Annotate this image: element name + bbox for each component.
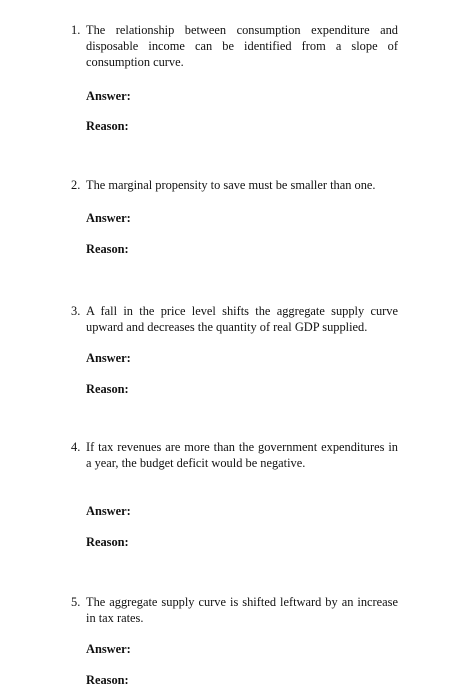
reason-label: Reason: [86, 119, 129, 133]
question-text [71, 22, 398, 70]
question-statement: A fall in the price level shifts the aggregate supply curve upward and decreases the quantity of real GDP supplied. [86, 304, 398, 334]
question-statement: The relationship between consumption expenditure and disposable income can be identified from a slope of consumption curve. [86, 23, 398, 69]
reason-label: Reason: [86, 242, 129, 256]
question-number: 2. [71, 178, 81, 192]
reason-label: Reason: [86, 673, 129, 687]
question-text [71, 594, 398, 626]
question-text [71, 439, 398, 471]
reason-label: Reason: [86, 382, 129, 396]
question-statement: If tax revenues are more than the government expenditures in a year, the budget deficit would be negative. [86, 440, 398, 470]
answer-label: Answer: [86, 642, 131, 656]
question-number: 5. [71, 595, 81, 609]
answer-label: Answer: [86, 504, 131, 518]
question-statement: The marginal propensity to save must be smaller than one. [86, 178, 376, 192]
reason-label: Reason: [86, 535, 129, 549]
question-number: 3. [71, 304, 81, 318]
question-statement: The aggregate supply curve is shifted leftward by an increase in tax rates. [86, 595, 398, 625]
question-text [71, 303, 398, 335]
question-number: 1. [71, 23, 81, 37]
question-number: 4. [71, 440, 81, 454]
answer-label: Answer: [86, 89, 131, 103]
question-text [71, 177, 398, 193]
answer-label: Answer: [86, 211, 131, 225]
answer-label: Answer: [86, 351, 131, 365]
